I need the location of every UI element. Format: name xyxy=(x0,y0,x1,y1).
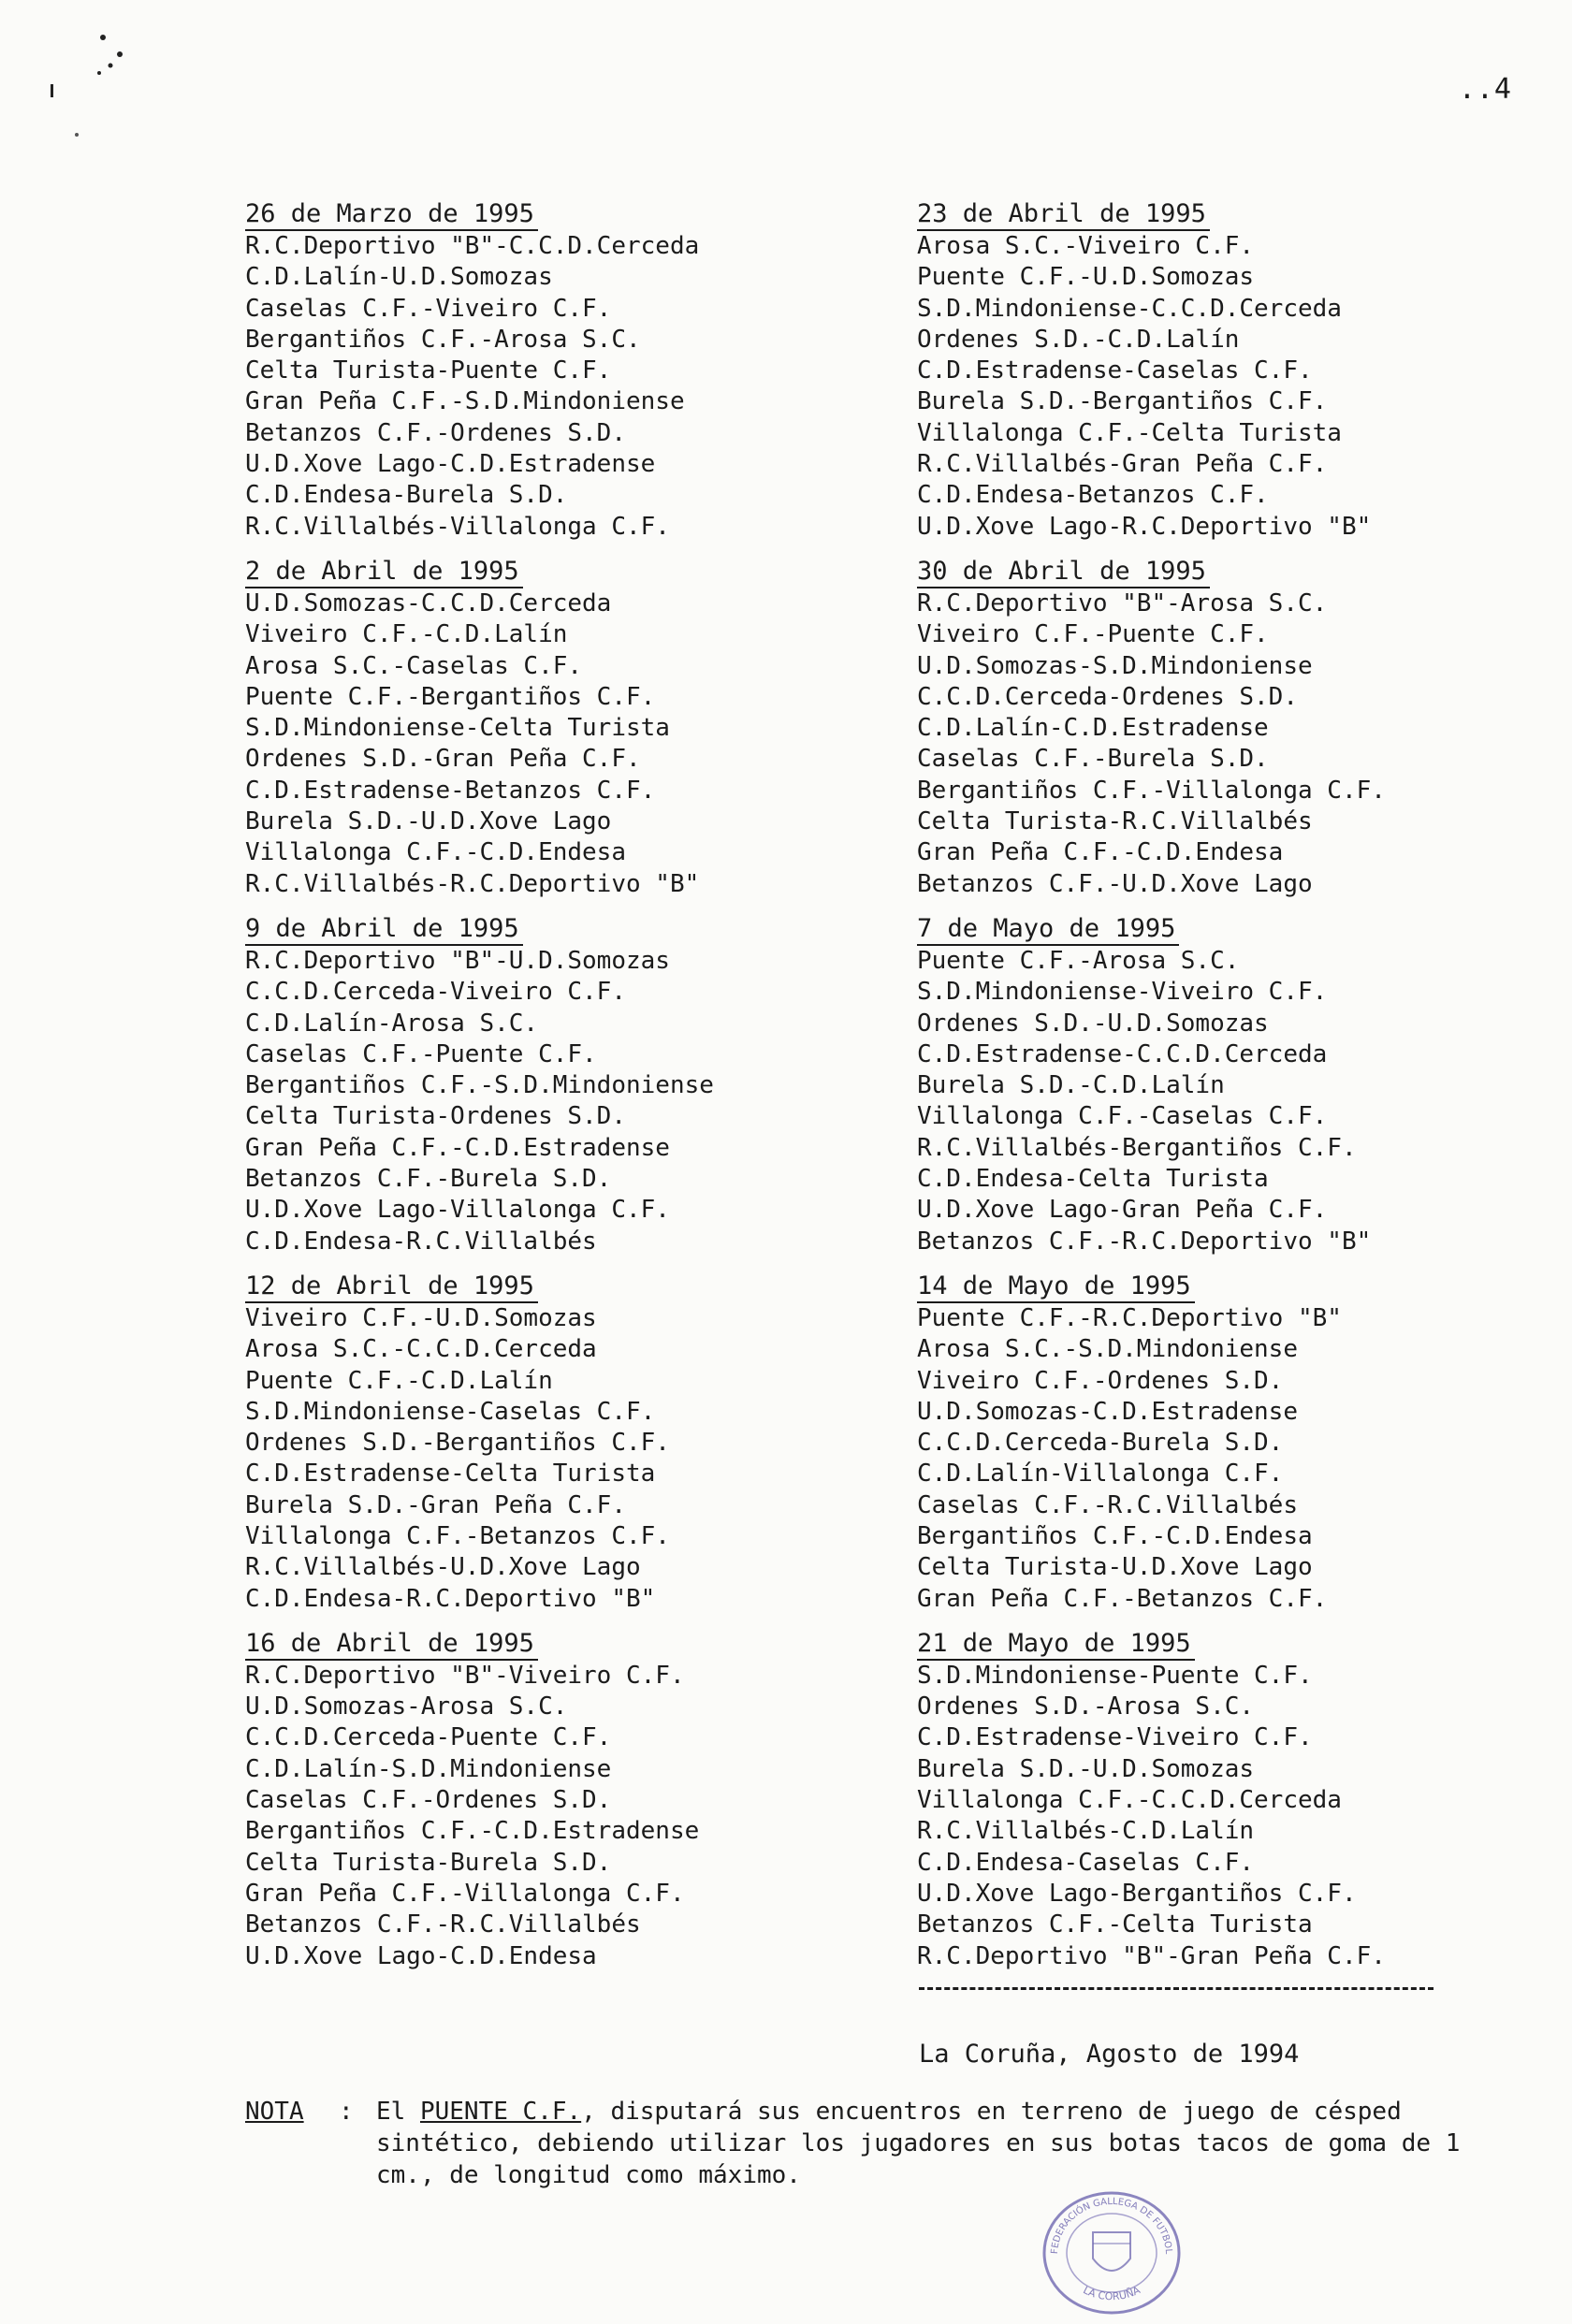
match-row: Puente C.F.-C.D.Lalín xyxy=(245,1366,553,1395)
match-row: Gran Peña C.F.-Betanzos C.F. xyxy=(917,1584,1328,1613)
round-date: 30 de Abril de 1995 xyxy=(917,556,1210,588)
match-row: Arosa S.C.-Viveiro C.F. xyxy=(917,232,1255,260)
match-row: U.D.Xove Lago-Bergantiños C.F. xyxy=(917,1879,1357,1908)
match-row: Puente C.F.-Bergantiños C.F. xyxy=(245,682,656,711)
match-row: C.C.D.Cerceda-Burela S.D. xyxy=(917,1429,1284,1458)
paper-specks xyxy=(37,26,140,138)
match-row: C.D.Lalín-Villalonga C.F. xyxy=(917,1460,1284,1489)
match-row: R.C.Villalbés-Villalonga C.F. xyxy=(245,512,670,541)
round-block xyxy=(245,913,844,1257)
round-block xyxy=(245,1628,844,1972)
match-row: U.D.Somozas-C.D.Estradense xyxy=(917,1397,1298,1426)
match-row: C.D.Endesa-Burela S.D. xyxy=(245,481,568,510)
round-date: 23 de Abril de 1995 xyxy=(917,198,1210,231)
match-row: Bergantiños C.F.-C.D.Estradense xyxy=(245,1817,700,1846)
match-row: Ordenes S.D.-U.D.Somozas xyxy=(917,1009,1269,1038)
match-row: Bergantiños C.F.-S.D.Mindoniense xyxy=(245,1071,714,1100)
match-row: Betanzos C.F.-U.D.Xove Lago xyxy=(917,869,1313,898)
match-row: C.D.Lalín-C.D.Estradense xyxy=(917,714,1269,743)
match-row: C.D.Estradense-Betanzos C.F. xyxy=(245,776,656,805)
match-row: R.C.Deportivo "B"-C.C.D.Cerceda xyxy=(245,232,700,260)
match-row: U.D.Xove Lago-C.D.Endesa xyxy=(245,1941,597,1970)
match-row: R.C.Deportivo "B"-U.D.Somozas xyxy=(245,946,670,975)
match-row: U.D.Somozas-Arosa S.C. xyxy=(245,1692,568,1721)
round-block xyxy=(245,1271,844,1615)
fixtures-column-left xyxy=(245,198,844,1985)
match-row: Villalonga C.F.-C.C.D.Cerceda xyxy=(917,1786,1342,1815)
match-row: U.D.Xove Lago-R.C.Deportivo "B" xyxy=(917,512,1372,541)
match-row: C.D.Endesa-R.C.Villalbés xyxy=(245,1227,597,1256)
match-row: Puente C.F.-U.D.Somozas xyxy=(917,263,1255,292)
match-row: Betanzos C.F.-Ordenes S.D. xyxy=(245,418,626,447)
match-row: Arosa S.C.-Caselas C.F. xyxy=(245,651,583,680)
stamp-text-bottom: LA CORUÑA xyxy=(1081,2284,1143,2303)
svg-text:LA CORUÑA xyxy=(1081,2284,1143,2302)
match-row: R.C.Deportivo "B"-Gran Peña C.F. xyxy=(917,1941,1386,1970)
round-block xyxy=(917,913,1516,1257)
match-row: C.D.Lalín-U.D.Somozas xyxy=(245,263,553,292)
note-label: NOTA xyxy=(245,2098,304,2126)
round-date: 26 de Marzo de 1995 xyxy=(245,198,538,231)
match-row: Puente C.F.-R.C.Deportivo "B" xyxy=(917,1303,1342,1332)
match-row: Betanzos C.F.-Burela S.D. xyxy=(245,1165,612,1194)
match-row: S.D.Mindoniense-Caselas C.F. xyxy=(245,1397,656,1426)
match-row: Gran Peña C.F.-S.D.Mindoniense xyxy=(245,387,685,416)
match-row: C.D.Endesa-Caselas C.F. xyxy=(917,1848,1255,1877)
match-row: S.D.Mindoniense-C.C.D.Cerceda xyxy=(917,294,1342,323)
match-row: Ordenes S.D.-Bergantiños C.F. xyxy=(245,1429,670,1458)
match-row: Celta Turista-Puente C.F. xyxy=(245,356,612,385)
match-row: R.C.Villalbés-U.D.Xove Lago xyxy=(245,1553,641,1582)
match-row: Arosa S.C.-C.C.D.Cerceda xyxy=(245,1335,597,1364)
match-row: C.D.Endesa-Betanzos C.F. xyxy=(917,481,1269,510)
round-block xyxy=(917,1271,1516,1615)
match-row: Burela S.D.-Bergantiños C.F. xyxy=(917,387,1328,416)
match-row: Ordenes S.D.-Arosa S.C. xyxy=(917,1692,1255,1721)
note-colon: : xyxy=(339,2098,354,2126)
match-row: C.D.Lalín-Arosa S.C. xyxy=(245,1009,539,1038)
match-row: U.D.Xove Lago-Villalonga C.F. xyxy=(245,1196,670,1225)
page-number: ..4 xyxy=(1458,73,1512,106)
match-row: C.D.Estradense-C.C.D.Cerceda xyxy=(917,1039,1328,1068)
match-row: Burela S.D.-U.D.Xove Lago xyxy=(245,807,612,836)
match-row: Bergantiños C.F.-C.D.Endesa xyxy=(917,1521,1313,1550)
match-row: C.C.D.Cerceda-Puente C.F. xyxy=(245,1723,612,1752)
match-row: Ordenes S.D.-Gran Peña C.F. xyxy=(245,745,641,774)
note-team: PUENTE C.F. xyxy=(419,2098,582,2126)
match-row: R.C.Deportivo "B"-Viveiro C.F. xyxy=(245,1661,685,1690)
match-row: C.D.Estradense-Celta Turista xyxy=(245,1460,656,1489)
match-row: Caselas C.F.-Puente C.F. xyxy=(245,1039,597,1068)
stamp-text-top: FEDERACIÓN GALLEGA DE FUTBOL xyxy=(1049,2196,1174,2255)
match-row: R.C.Villalbés-R.C.Deportivo "B" xyxy=(245,869,700,898)
match-row: Villalonga C.F.-Caselas C.F. xyxy=(917,1102,1328,1131)
match-row: U.D.Xove Lago-Gran Peña C.F. xyxy=(917,1196,1328,1225)
match-row: Gran Peña C.F.-C.D.Endesa xyxy=(917,838,1284,867)
match-row: Villalonga C.F.-Celta Turista xyxy=(917,418,1342,447)
match-row: C.C.D.Cerceda-Ordenes S.D. xyxy=(917,682,1298,711)
note-text xyxy=(376,2096,1480,2191)
match-row: R.C.Villalbés-Bergantiños C.F. xyxy=(917,1133,1357,1162)
round-block xyxy=(245,556,844,900)
round-date: 7 de Mayo de 1995 xyxy=(917,913,1179,946)
match-row: C.D.Estradense-Caselas C.F. xyxy=(917,356,1313,385)
match-row: C.D.Lalín-S.D.Mindoniense xyxy=(245,1754,612,1783)
match-row: U.D.Xove Lago-C.D.Estradense xyxy=(245,450,656,479)
round-date: 12 de Abril de 1995 xyxy=(245,1271,538,1303)
match-row: U.D.Somozas-S.D.Mindoniense xyxy=(917,651,1313,680)
fixtures-column-right xyxy=(917,198,1516,1985)
note-prefix: El xyxy=(376,2098,420,2126)
match-row: Caselas C.F.-Viveiro C.F. xyxy=(245,294,612,323)
match-row: Caselas C.F.-Ordenes S.D. xyxy=(245,1786,612,1815)
match-row: Viveiro C.F.-Ordenes S.D. xyxy=(917,1366,1284,1395)
match-row: Betanzos C.F.-R.C.Deportivo "B" xyxy=(917,1227,1372,1256)
match-row: R.C.Villalbés-Gran Peña C.F. xyxy=(917,450,1328,479)
match-row: Burela S.D.-U.D.Somozas xyxy=(917,1754,1255,1783)
round-block xyxy=(917,1628,1516,1972)
match-row: Burela S.D.-C.D.Lalín xyxy=(917,1071,1225,1100)
match-row: S.D.Mindoniense-Celta Turista xyxy=(245,714,670,743)
match-row: Bergantiños C.F.-Villalonga C.F. xyxy=(917,776,1386,805)
round-block xyxy=(917,556,1516,900)
match-row: Viveiro C.F.-U.D.Somozas xyxy=(245,1303,597,1332)
place-and-date: La Coruña, Agosto de 1994 xyxy=(919,2040,1300,2069)
match-row: U.D.Somozas-C.C.D.Cerceda xyxy=(245,588,612,617)
match-row: Gran Peña C.F.-C.D.Estradense xyxy=(245,1133,670,1162)
note-body: , disputará sus encuentros en terreno de juego de césped sintético, debiendo utilizar los jugadores en sus botas tacos de goma de 1 cm., de longitud como máximo. xyxy=(376,2098,1461,2189)
match-row: Celta Turista-R.C.Villalbés xyxy=(917,807,1313,836)
dashed-divider xyxy=(919,1987,1434,1990)
round-block xyxy=(245,198,844,543)
match-row: R.C.Deportivo "B"-Arosa S.C. xyxy=(917,588,1328,617)
match-row: Caselas C.F.-Burela S.D. xyxy=(917,745,1269,774)
match-row: C.C.D.Cerceda-Viveiro C.F. xyxy=(245,978,626,1007)
round-block xyxy=(917,198,1516,543)
match-row: Viveiro C.F.-Puente C.F. xyxy=(917,620,1269,649)
round-date: 2 de Abril de 1995 xyxy=(245,556,523,588)
match-row: Puente C.F.-Arosa S.C. xyxy=(917,946,1240,975)
match-row: Betanzos C.F.-Celta Turista xyxy=(917,1910,1313,1939)
match-row: Celta Turista-U.D.Xove Lago xyxy=(917,1553,1313,1582)
match-row: C.D.Endesa-Celta Turista xyxy=(917,1165,1269,1194)
match-row: Ordenes S.D.-C.D.Lalín xyxy=(917,325,1240,354)
match-row: Gran Peña C.F.-Villalonga C.F. xyxy=(245,1879,685,1908)
round-date: 14 de Mayo de 1995 xyxy=(917,1271,1195,1303)
match-row: C.D.Endesa-R.C.Deportivo "B" xyxy=(245,1584,656,1613)
match-row: Viveiro C.F.-C.D.Lalín xyxy=(245,620,568,649)
match-row: Celta Turista-Burela S.D. xyxy=(245,1848,612,1877)
match-row: S.D.Mindoniense-Viveiro C.F. xyxy=(917,978,1328,1007)
match-row: Villalonga C.F.-C.D.Endesa xyxy=(245,838,626,867)
round-date: 21 de Mayo de 1995 xyxy=(917,1628,1195,1661)
round-date: 9 de Abril de 1995 xyxy=(245,913,523,946)
match-row: Bergantiños C.F.-Arosa S.C. xyxy=(245,325,641,354)
match-row: Betanzos C.F.-R.C.Villalbés xyxy=(245,1910,641,1939)
match-row: Villalonga C.F.-Betanzos C.F. xyxy=(245,1521,670,1550)
match-row: Caselas C.F.-R.C.Villalbés xyxy=(917,1490,1298,1519)
match-row: R.C.Villalbés-C.D.Lalín xyxy=(917,1817,1255,1846)
match-row: C.D.Estradense-Viveiro C.F. xyxy=(917,1723,1313,1752)
federation-stamp xyxy=(1035,2186,1188,2317)
match-row: Burela S.D.-Gran Peña C.F. xyxy=(245,1490,626,1519)
match-row: S.D.Mindoniense-Puente C.F. xyxy=(917,1661,1313,1690)
match-row: Celta Turista-Ordenes S.D. xyxy=(245,1102,626,1131)
round-date: 16 de Abril de 1995 xyxy=(245,1628,538,1661)
match-row: Arosa S.C.-S.D.Mindoniense xyxy=(917,1335,1298,1364)
